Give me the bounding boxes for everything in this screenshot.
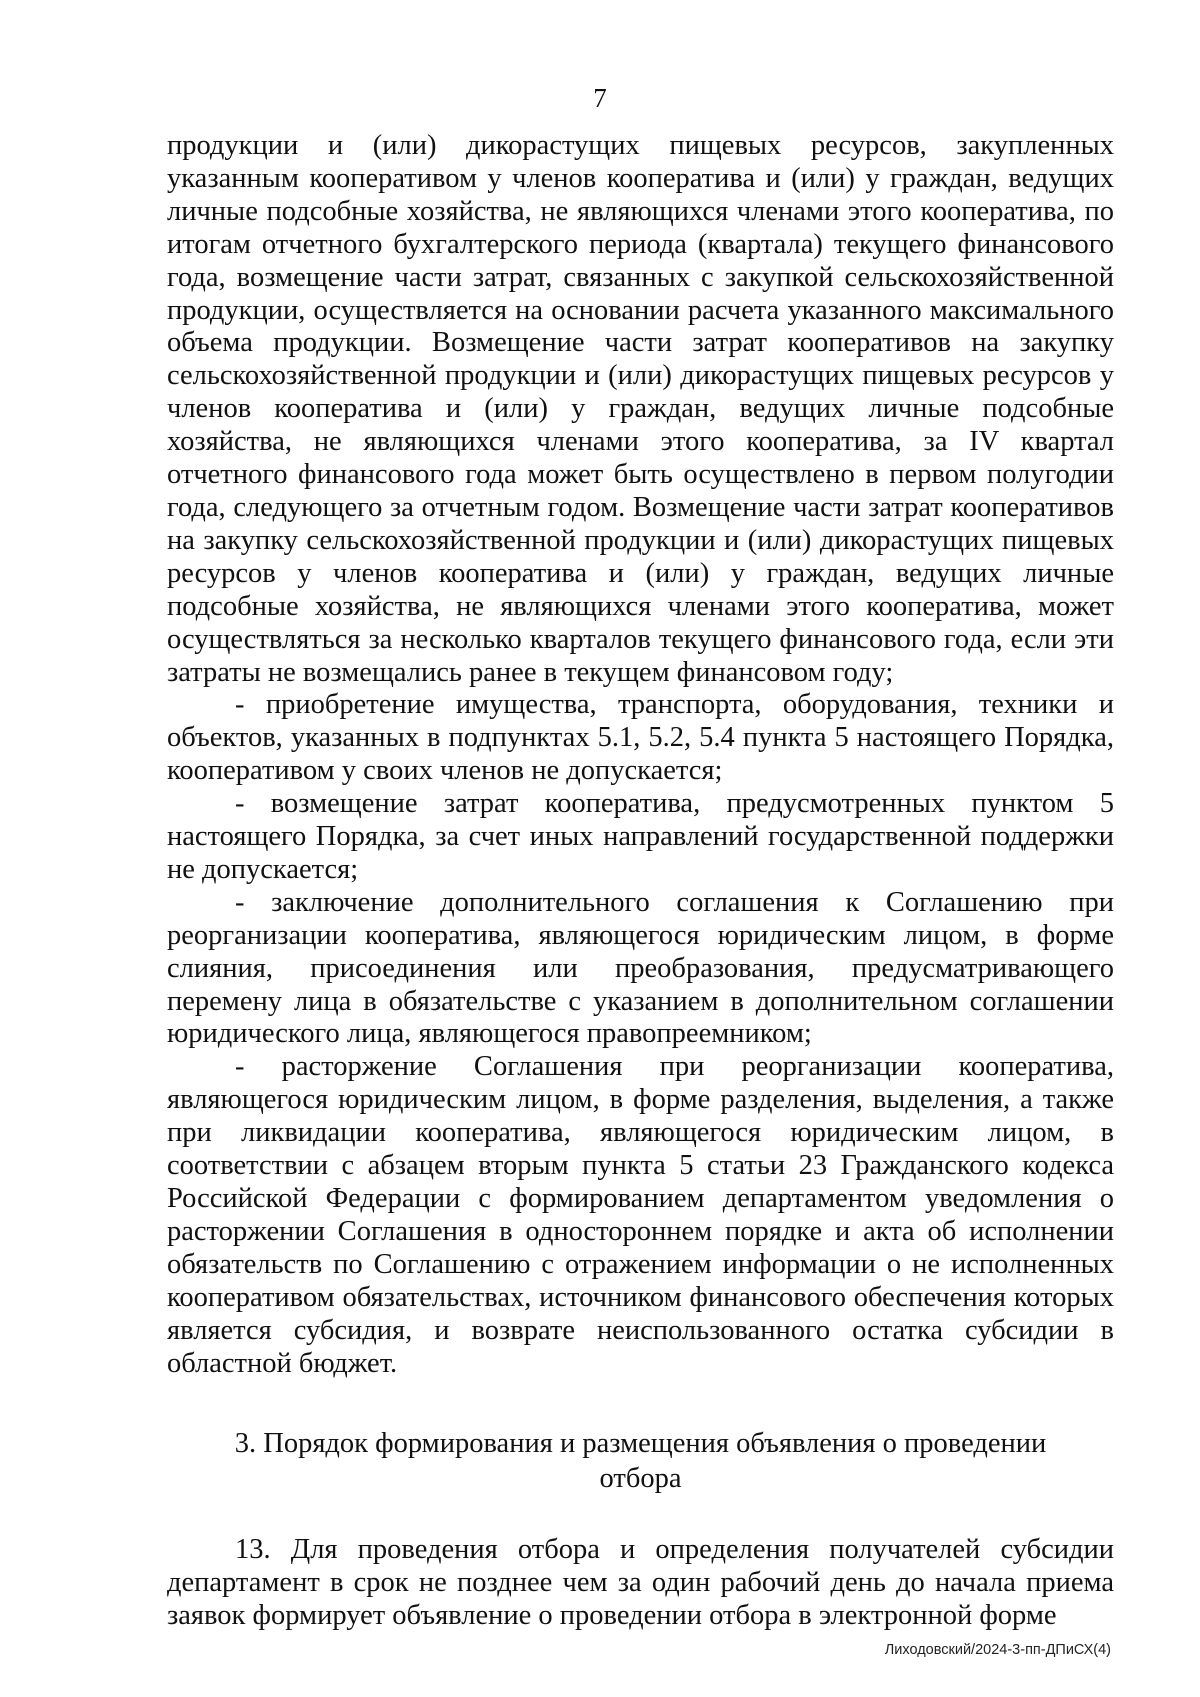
paragraph-13: 13. Для проведения отбора и определения получателей субсидии департамент в срок не позднее чем за один рабочий день до начала приема заявок формирует объявление о проведении отбора в электронной форме [167,1534,1114,1632]
paragraph-supplementary-agreement: - заключение дополнительного соглашения к Соглашению при реорганизации кооператива, являющегося юридическим лицом, в форме слияния, присоединения или преобразования, предусматривающего перемену лица в обязательстве с указанием в дополнительном соглашении юридического лица, являющегося правопреемником; [167,886,1114,1050]
document-footer-id: Лиходовский/2024-3-пп-ДПиСХ(4) [884,1642,1111,1658]
paragraph-agreement-termination: - расторжение Соглашения при реорганизации кооператива, являющегося юридическим лицом, в форме разделения, выделения, а также при ликвидации кооператива, являющегося юридическим лицом, в соответствии с абзацем вторым пункта 5 статьи 23 Гражданского кодекса Российской Федерации с формированием департаментом уведомления о расторжении Соглашения в одностороннем порядке и акта об исполнении обязательств по Соглашению с отражением информации о не исполненных кооперативом обязательствах, источником финансового обеспечения которых является субсидия, и возврате неиспользованного остатка субсидии в областной бюджет. [167,1051,1114,1379]
document-body [167,130,1114,1633]
paragraph-continuation: продукции и (или) дикорастущих пищевых ресурсов, закупленных указанным кооперативом у членов кооператива и (или) у граждан, ведущих личные подсобные хозяйства, не являющихся членами этого кооператива, по итогам отчетного бухгалтерского периода (квартала) текущего финансового года, возмещение части затрат, связанных с закупкой сельскохозяйственной продукции, осуществляется на основании расчета указанного максимального объема продукции. Возмещение части затрат кооперативов на закупку сельскохозяйственной продукции и (или) дикорастущих пищевых ресурсов у членов кооператива и (или) у граждан, ведущих личные подсобные хозяйства, не являющихся членами этого кооператива, за IV квартал отчетного финансового года может быть осуществлено в первом полугодии года, следующего за отчетным годом. Возмещение части затрат кооперативов на закупку сельскохозяйственной продукции и (или) дикорастущих пищевых ресурсов у членов кооператива и (или) у граждан, ведущих личные подсобные хозяйства, не являющихся членами этого кооператива, может осуществляться за несколько кварталов текущего финансового года, если эти затраты не возмещались ранее в текущем финансовом году; [167,130,1114,688]
paragraph-property-acquisition: - приобретение имущества, транспорта, оборудования, техники и объектов, указанных в подпунктах 5.1, 5.2, 5.4 пункта 5 настоящего Порядка, кооперативом у своих членов не допускается; [167,689,1114,787]
section-title: 3. Порядок формирования и размещения объявления о проведении отбора [234,1428,1047,1495]
paragraph-cost-compensation: - возмещение затрат кооператива, предусмотренных пунктом 5 настоящего Порядка, за счет иных направлений государственной поддержки не допускается; [167,788,1114,885]
section-spacer [167,1496,1114,1534]
page-number: 7 [593,83,607,113]
